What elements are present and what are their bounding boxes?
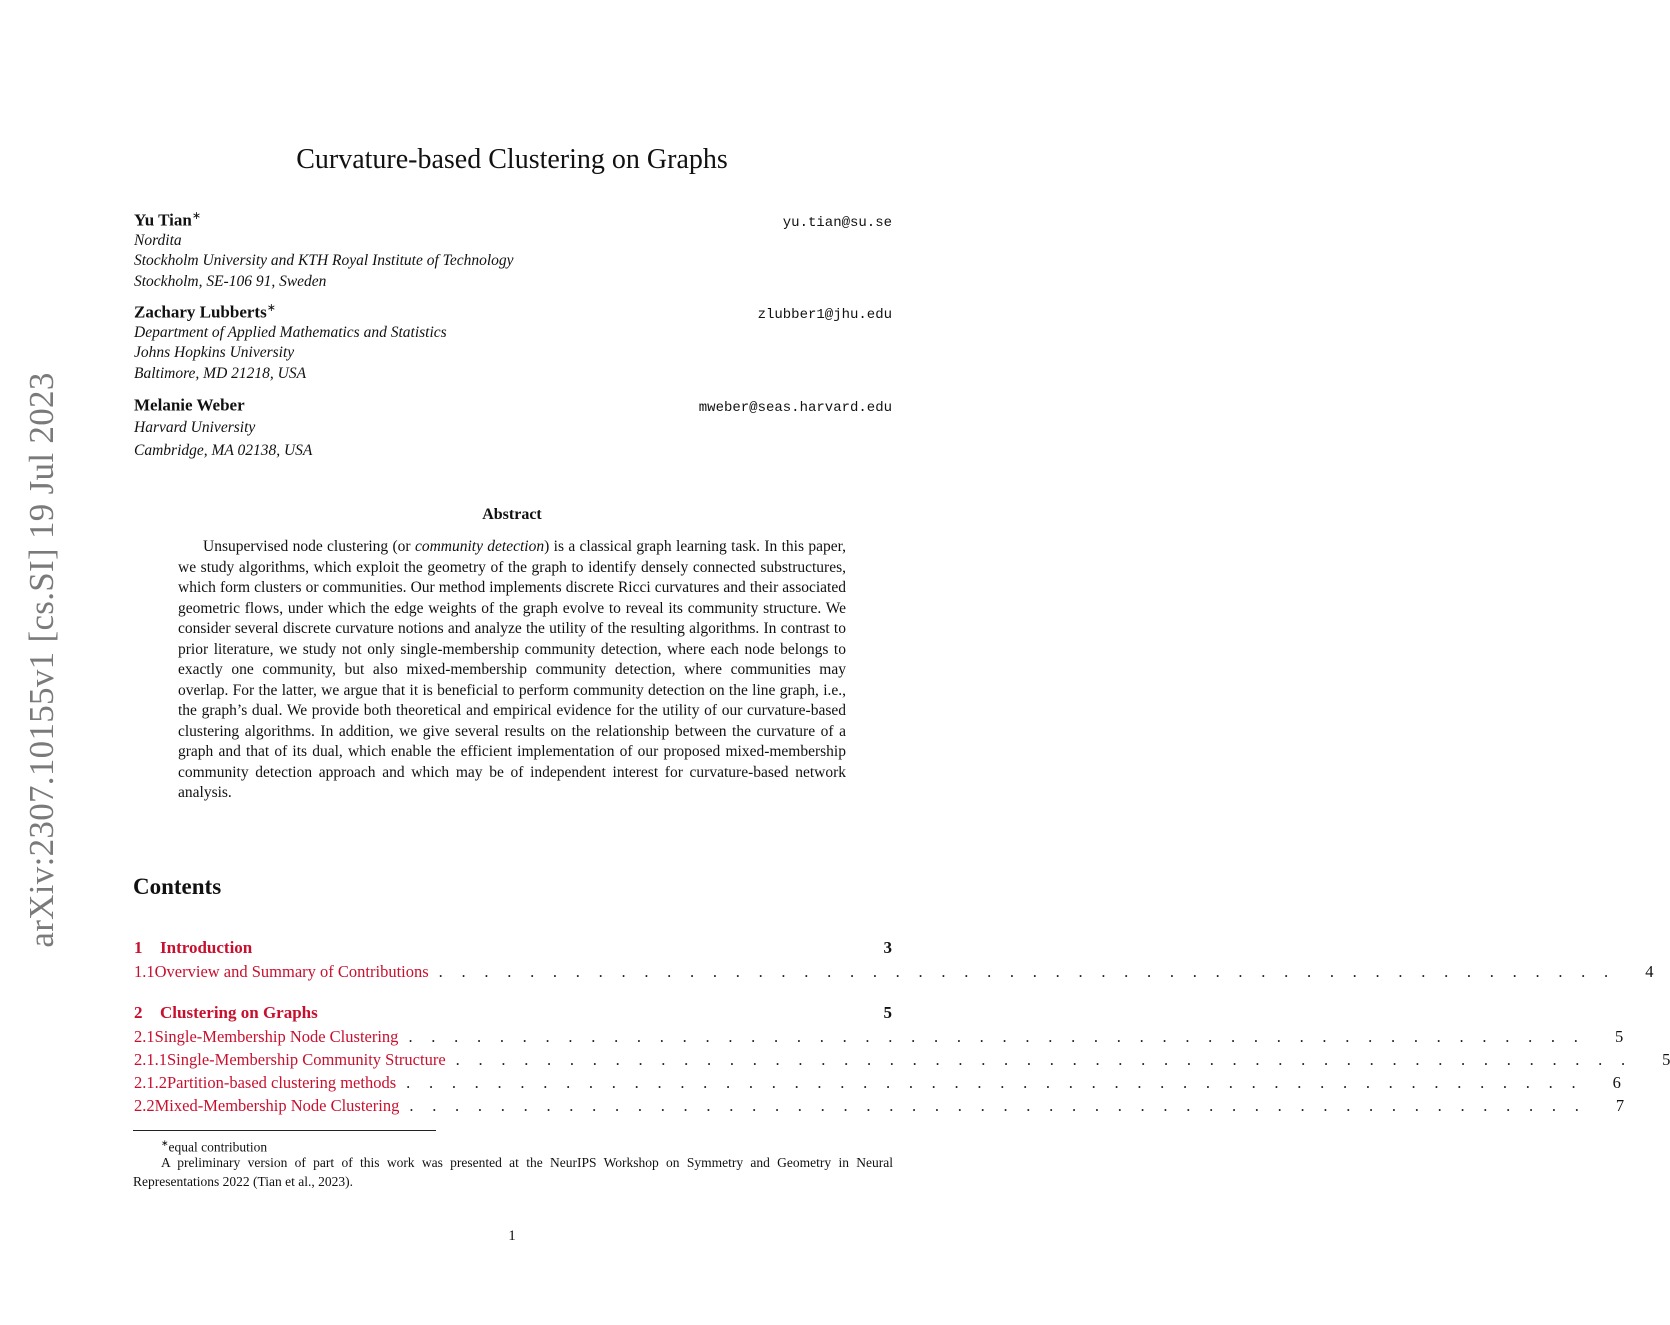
- toc-entry-number: 2: [134, 1003, 143, 1022]
- abstract-emphasis: community detection: [414, 538, 545, 555]
- toc-entry-title[interactable]: Partition-based clustering methods: [167, 1073, 397, 1092]
- author-affiliation: Stockholm, SE-106 91, Sweden: [134, 272, 327, 290]
- toc-entry-number: 2.1.2: [134, 1073, 167, 1092]
- toc-entry-page: 5: [883, 1003, 892, 1022]
- toc-entry-title[interactable]: Single-Membership Community Structure: [167, 1050, 446, 1069]
- abstract-body: Unsupervised node clustering (or community detection) is a classical graph learning task. In this paper, we study algorithms, which exploit the geometry of the graph to identify densely connected substructures, which form clusters or communities. Our method implements discrete Ricci curvatures and their associated geometric flows, under which the edge weights of the graph evolve to reveal its community structure. We consider several discrete curvature notions and analyze the utility of the resulting algorithms. In contrast to prior literature, we study not only single-membership community detection, where each node belongs to exactly one community, but also mixed-membership community detection, where communities may overlap. For the latter, we argue that it is beneficial to perform community detection on the line graph, i.e., the graph’s dual. We provide both theoretical and empirical evidence for the utility of our curvature-based clustering algorithms. In addition, we give several results on the relationship between the curvature of a graph and that of its dual, which enable the efficient implementation of our proposed mixed-membership community detection approach and which may be of independent interest for curvature-based network analysis.: [178, 538, 847, 801]
- toc-entry-page: 5: [1614, 1027, 1624, 1046]
- author-affiliation: Nordita: [134, 231, 182, 249]
- author-block: [134, 301, 892, 384]
- toc-entry[interactable]: [134, 1027, 1624, 1049]
- toc-entry-title[interactable]: Introduction: [160, 938, 253, 957]
- toc-entry-page: 6: [1612, 1073, 1621, 1092]
- toc-entry-number: 2.1: [134, 1027, 155, 1046]
- toc-entry-title[interactable]: Clustering on Graphs: [160, 1003, 318, 1022]
- toc-entry-title[interactable]: Mixed-Membership Node Clustering: [154, 1096, 400, 1115]
- toc-entry[interactable]: [134, 1073, 1621, 1095]
- toc-leader-dots: . . . . . . . . . . . . . . . . . . . . . . . . . . . . . . . . . . . . . . . . . . . . . . . . . . . .: [409, 1096, 1587, 1115]
- abstract-heading: Abstract: [482, 506, 542, 523]
- footnote-divider: [133, 1130, 436, 1131]
- author-affiliation: Department of Applied Mathematics and Statistics: [134, 323, 447, 341]
- toc-leader-dots: . . . . . . . . . . . . . . . . . . . . . . . . . . . . . . . . . . . . . . . . . . . . . . . . . . . .: [455, 1050, 1633, 1069]
- author-affiliation: Johns Hopkins University: [134, 344, 295, 362]
- toc-entry-title[interactable]: Single-Membership Node Clustering: [154, 1027, 399, 1046]
- author-block: [134, 395, 892, 462]
- author-name: Melanie Weber: [134, 395, 245, 415]
- page-number: 1: [508, 1228, 516, 1244]
- toc-leader-dots: . . . . . . . . . . . . . . . . . . . . . . . . . . . . . . . . . . . . . . . . . . . . . . . . . . . .: [438, 962, 1616, 981]
- toc-entry[interactable]: [134, 1050, 1670, 1072]
- toc-entry[interactable]: [134, 962, 1654, 984]
- author-name: Zachary Lubberts∗: [134, 302, 276, 322]
- toc-entry-page: 4: [1645, 962, 1654, 981]
- contents-heading: Contents: [133, 874, 222, 899]
- paper-title: Curvature-based Clustering on Graphs: [296, 144, 728, 175]
- author-affiliation: Harvard University: [134, 418, 256, 436]
- toc-entry-title[interactable]: Overview and Summary of Contributions: [154, 962, 429, 981]
- author-email[interactable]: yu.tian@su.se: [782, 214, 892, 231]
- toc-entry-page: 7: [1615, 1096, 1625, 1115]
- toc-entry[interactable]: [134, 1003, 892, 1025]
- author-affiliation: Cambridge, MA 02138, USA: [134, 441, 313, 459]
- toc-leader-dots: . . . . . . . . . . . . . . . . . . . . . . . . . . . . . . . . . . . . . . . . . . . . . . . . . . . .: [408, 1027, 1586, 1046]
- author-affiliation: Stockholm University and KTH Royal Institute of Technology: [134, 252, 514, 270]
- toc-entry[interactable]: [134, 938, 892, 960]
- author-name: Yu Tian∗: [134, 210, 202, 230]
- toc-entry-number: 2.1.1: [134, 1050, 167, 1069]
- arxiv-identifier-stamp: arXiv:2307.10155v1 [cs.SI] 19 Jul 2023: [22, 372, 61, 948]
- author-email[interactable]: mweber@seas.harvard.edu: [698, 399, 892, 416]
- toc-leader-dots: . . . . . . . . . . . . . . . . . . . . . . . . . . . . . . . . . . . . . . . . . . . . . . . . . . . .: [406, 1073, 1583, 1092]
- author-block: [134, 209, 892, 292]
- toc-entry-number: 1: [134, 938, 143, 957]
- toc-entry[interactable]: [134, 1096, 1625, 1118]
- toc-entry-page: 5: [1662, 1050, 1670, 1069]
- footnote-equal-contribution: ∗equal contribution: [161, 1138, 268, 1155]
- toc-entry-number: 2.2: [134, 1096, 155, 1115]
- author-affiliation: Baltimore, MD 21218, USA: [134, 364, 307, 382]
- footnote-preliminary-version: A preliminary version of part of this work was presented at the NeurIPS Workshop on Symmetry and Geometry in Neural Representations 2022 (Tian et al., 2023).: [133, 1155, 893, 1189]
- author-email[interactable]: zlubber1@jhu.edu: [757, 306, 892, 323]
- toc-entry-number: 1.1: [134, 962, 155, 981]
- toc-entry-page: 3: [883, 938, 892, 957]
